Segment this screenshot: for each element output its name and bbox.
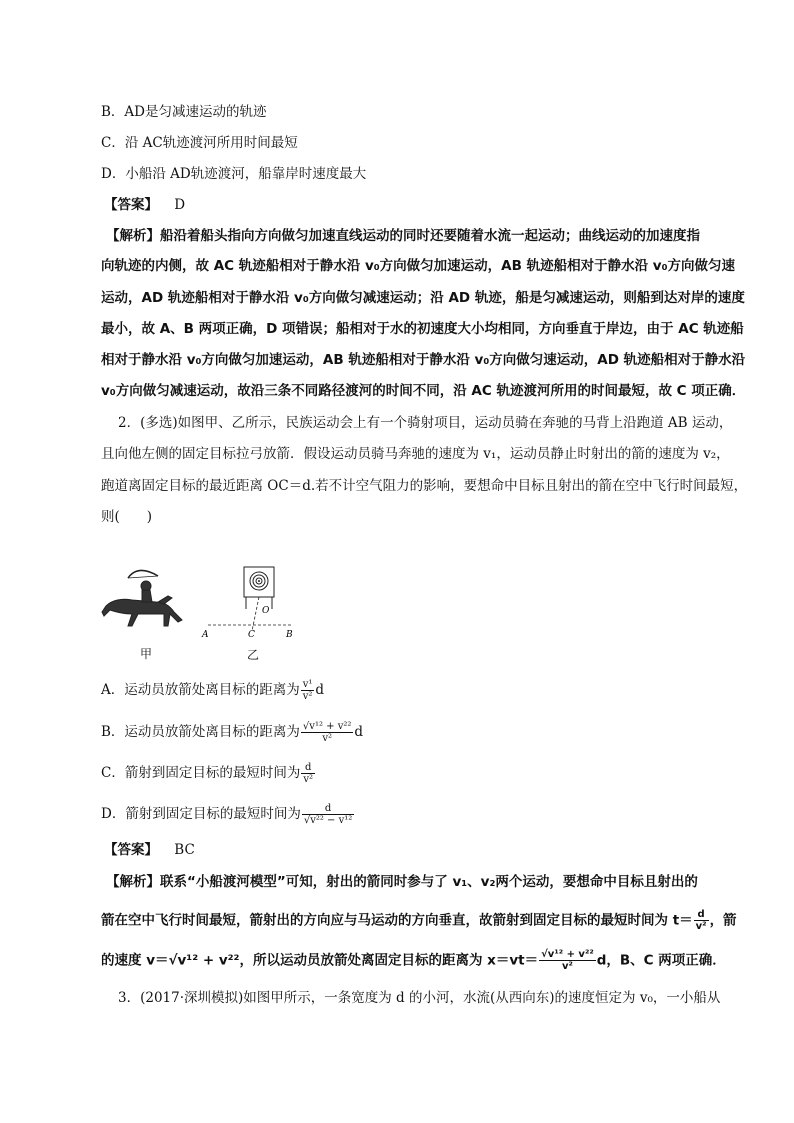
q2-option-c: C．箭射到固定目标的最短时间为 $\frac{d}{\text{v²}}$ [101, 762, 314, 785]
answer-value: BC [174, 842, 195, 858]
figure-caption-jia: 甲 [140, 647, 153, 661]
q3-stem: 3．(2017·深圳模拟)如图甲所示，一条宽度为 d 的小河，水流(从西向东)的速度恒定为 v₀，一小船从 [118, 990, 721, 1006]
answer-label: 【答案】 [104, 842, 158, 858]
q2-analysis-line: 【解析】联系“小船渡河模型”可知，射出的箭同时参与了 v₁、v₂两个运动，要想命中目标且射出的 [106, 874, 698, 890]
horseman-archer-figure [98, 566, 190, 634]
point-b-label: B [286, 630, 293, 640]
stem-line: 跑道离固定目标的最近距离 OC＝d.若不计空气阻力的影响，要想命中目标且射出的箭在空中飞行时间最短， [101, 478, 748, 494]
stem-line: 2．(多选)如图甲、乙所示，民族运动会上有一个骑射项目，运动员骑在奔驰的马背上沿跑道 AB 运动， [118, 415, 733, 431]
q2-analysis-line: 箭在空中飞行时间最短，箭射出的方向应与马运动的方向垂直，故箭射到固定目标的最短时间为 t＝ $\frac{d}{\text{v²}}$ ，箭 [101, 909, 737, 932]
analysis-line: 向轨迹的内侧，故 AC 轨迹船相对于静水沿 v₀方向做匀加速运动，AB 轨迹船相对于静水沿 v₀方向做匀速 [101, 258, 736, 274]
q2-answer [104, 840, 195, 860]
analysis-line: v₀方向做匀减速运动，故沿三条不同路径渡河的时间不同，沿 AC 轨迹渡河所用的时间最短，故 C 项正确． [101, 383, 746, 399]
target-diagram-figure [196, 565, 306, 643]
analysis-line: 最小，故 A、B 两项正确，D 项错误；船相对于水的初速度大小均相同，方向垂直于岸边，由于 AC 轨迹船 [101, 321, 744, 337]
stem-line: 且向他左侧的固定目标拉弓放箭．假设运动员骑马奔驰的速度为 v₁，运动员静止时射出的箭的速度为 v₂， [101, 446, 730, 462]
answer-value: D [174, 197, 186, 213]
q1-option-b: B．AD是匀减速运动的轨迹 [101, 104, 267, 120]
q2-option-a: A．运动员放箭处离目标的距离为 $\frac{\text{v¹}}{\text{v²}}$ d [101, 679, 325, 702]
q2-option-d: D．箭射到固定目标的最短时间为 $\frac{d}{\text{√v²² − v¹²}}$ [101, 803, 353, 826]
analysis-line: 相对于静水沿 v₀方向做匀加速运动，AB 轨迹船相对于静水沿 v₀方向做匀速运动，AD 轨迹船相对于静水沿 [101, 352, 746, 368]
q1-option-d: D．小船沿 AD轨迹渡河，船靠岸时速度最大 [101, 166, 367, 182]
q1-option-c: C．沿 AC轨迹渡河所用时间最短 [101, 135, 298, 151]
point-a-label: A [202, 630, 209, 640]
figure-caption-yi: 乙 [247, 648, 260, 662]
q1-answer [104, 195, 185, 215]
analysis-line: 【解析】船沿着船头指向方向做匀加速直线运动的同时还要随着水流一起运动；曲线运动的加速度指 [106, 228, 700, 244]
stem-line: 则( ) [101, 509, 153, 525]
point-o-label: O [262, 606, 270, 616]
answer-label: 【答案】 [104, 197, 158, 213]
point-c-label: C [248, 630, 255, 640]
q2-option-b: B．运动员放箭处离目标的距离为 $\frac{\text{√v¹² + v²²}}{\text{v²}}$ d [101, 721, 364, 744]
q2-analysis-line: 的速度 v＝√v¹² + v²²，所以运动员放箭处离固定目标的距离为 x＝vt＝ $\frac{\text{√v¹² + v²²}}{\text{v²}}$ d，B、C 两项正确． [101, 949, 726, 972]
analysis-line: 运动，AD 轨迹船相对于静水沿 v₀方向做匀减速运动；沿 AD 轨迹，船是匀减速运动，则船到达对岸的速度 [101, 290, 745, 306]
